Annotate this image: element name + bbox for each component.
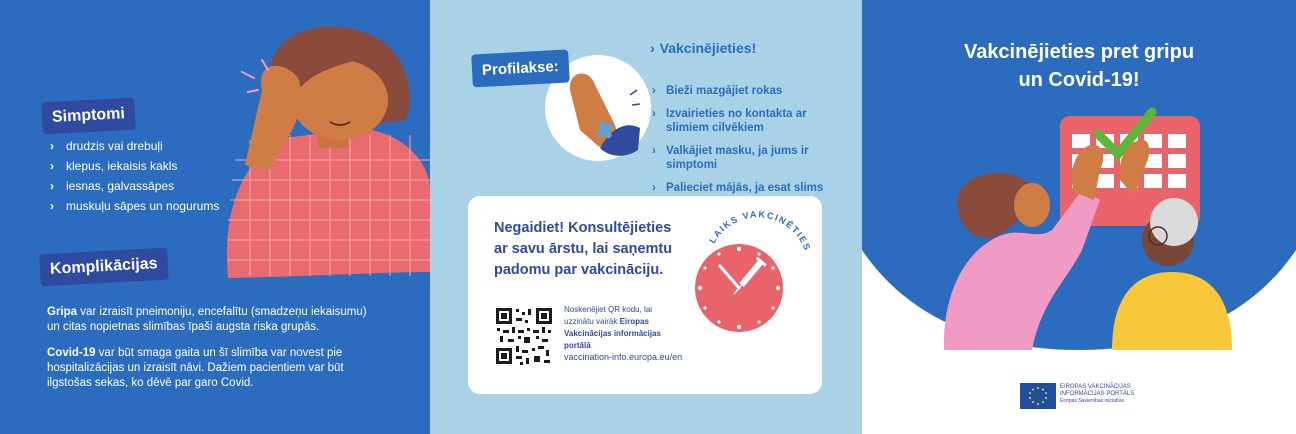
title-line-2: un Covid-19! [1018, 69, 1140, 91]
vaccinate-heading-text: Vakcinējieties! [659, 40, 757, 56]
vaccination-clock-illustration [684, 204, 814, 334]
covid-term: Covid-19 [47, 347, 96, 359]
complications-heading: Komplikācijas [39, 248, 168, 287]
prevention-tag: Profilakse: [471, 49, 569, 87]
vaccination-panel [862, 0, 1296, 434]
list-item: › drudzis vai drebuļi [50, 136, 219, 156]
symptoms-list [50, 136, 219, 216]
symptoms-heading: Simptomi [41, 98, 135, 135]
flu-paragraph [47, 305, 372, 335]
list-item: › iesnas, galvassāpes [50, 176, 219, 196]
title-line-1: Vakcinējieties pret gripu [963, 41, 1195, 63]
eu-line-3: Eiropas Savienības iniciatīva [1060, 398, 1124, 404]
list-item: › Bieži mazgājiet rokas [652, 84, 852, 98]
covid-paragraph [47, 346, 372, 391]
flu-text: var izraisīt pneimoniju, encefalītu (smadzeņu iekaisumu) un citas nopietnas slimības īpaši augsta riska grupās. [47, 306, 367, 333]
list-item: › Valkājiet masku, ja jums ir simptomi [652, 144, 852, 172]
list-item: › muskuļu sāpes un nogurums [50, 196, 219, 216]
portal-link[interactable]: vaccination-info.europa.eu/en [564, 352, 683, 362]
eu-line-1: EIROPAS VAKCINĀCIJAS [1060, 384, 1131, 390]
qr-portal-name: Eiropas Vakcinācijas informācijas portālā [564, 317, 661, 350]
prevention-panel [430, 0, 862, 434]
covid-text: var būt smaga gaita un šī slimība var novest pie hospitalizācijas un izraisīt nāvi. Dažiem pacientiem var būt ilgstošas sekas, ko dēvē par garo Covid. [47, 347, 344, 389]
list-item: › klepus, iekaisis kakls [50, 156, 219, 176]
eu-portal-logo-text [1060, 384, 1180, 405]
consult-heading: Negaidiet! Konsultējieties ar savu ārstu, lai saņemtu padomu par vakcināciju. [494, 220, 673, 278]
symptoms-panel [0, 0, 430, 434]
prevention-list [652, 84, 852, 204]
vaccinate-heading [650, 40, 756, 56]
qr-instructions-text: Noskenējiet QR kodu, lai uzzinātu vairāk [564, 305, 653, 326]
list-item: › Izvairieties no kontakta ar slimiem cilvēkiem [652, 107, 852, 135]
list-item: › Palieciet mājās, ja esat slims [652, 181, 852, 195]
clock-label: LAIKS VAKCINĒTIES [707, 209, 813, 253]
page-title [862, 38, 1296, 94]
chevron-right-icon: › [650, 40, 655, 56]
qr-instructions [564, 304, 684, 352]
eu-flag-icon [1020, 383, 1056, 409]
flu-term: Gripa [47, 306, 78, 318]
eu-line-2: INFORMĀCIJAS PORTĀLS [1060, 391, 1135, 397]
qr-code[interactable] [494, 306, 554, 366]
consult-card [468, 196, 822, 394]
